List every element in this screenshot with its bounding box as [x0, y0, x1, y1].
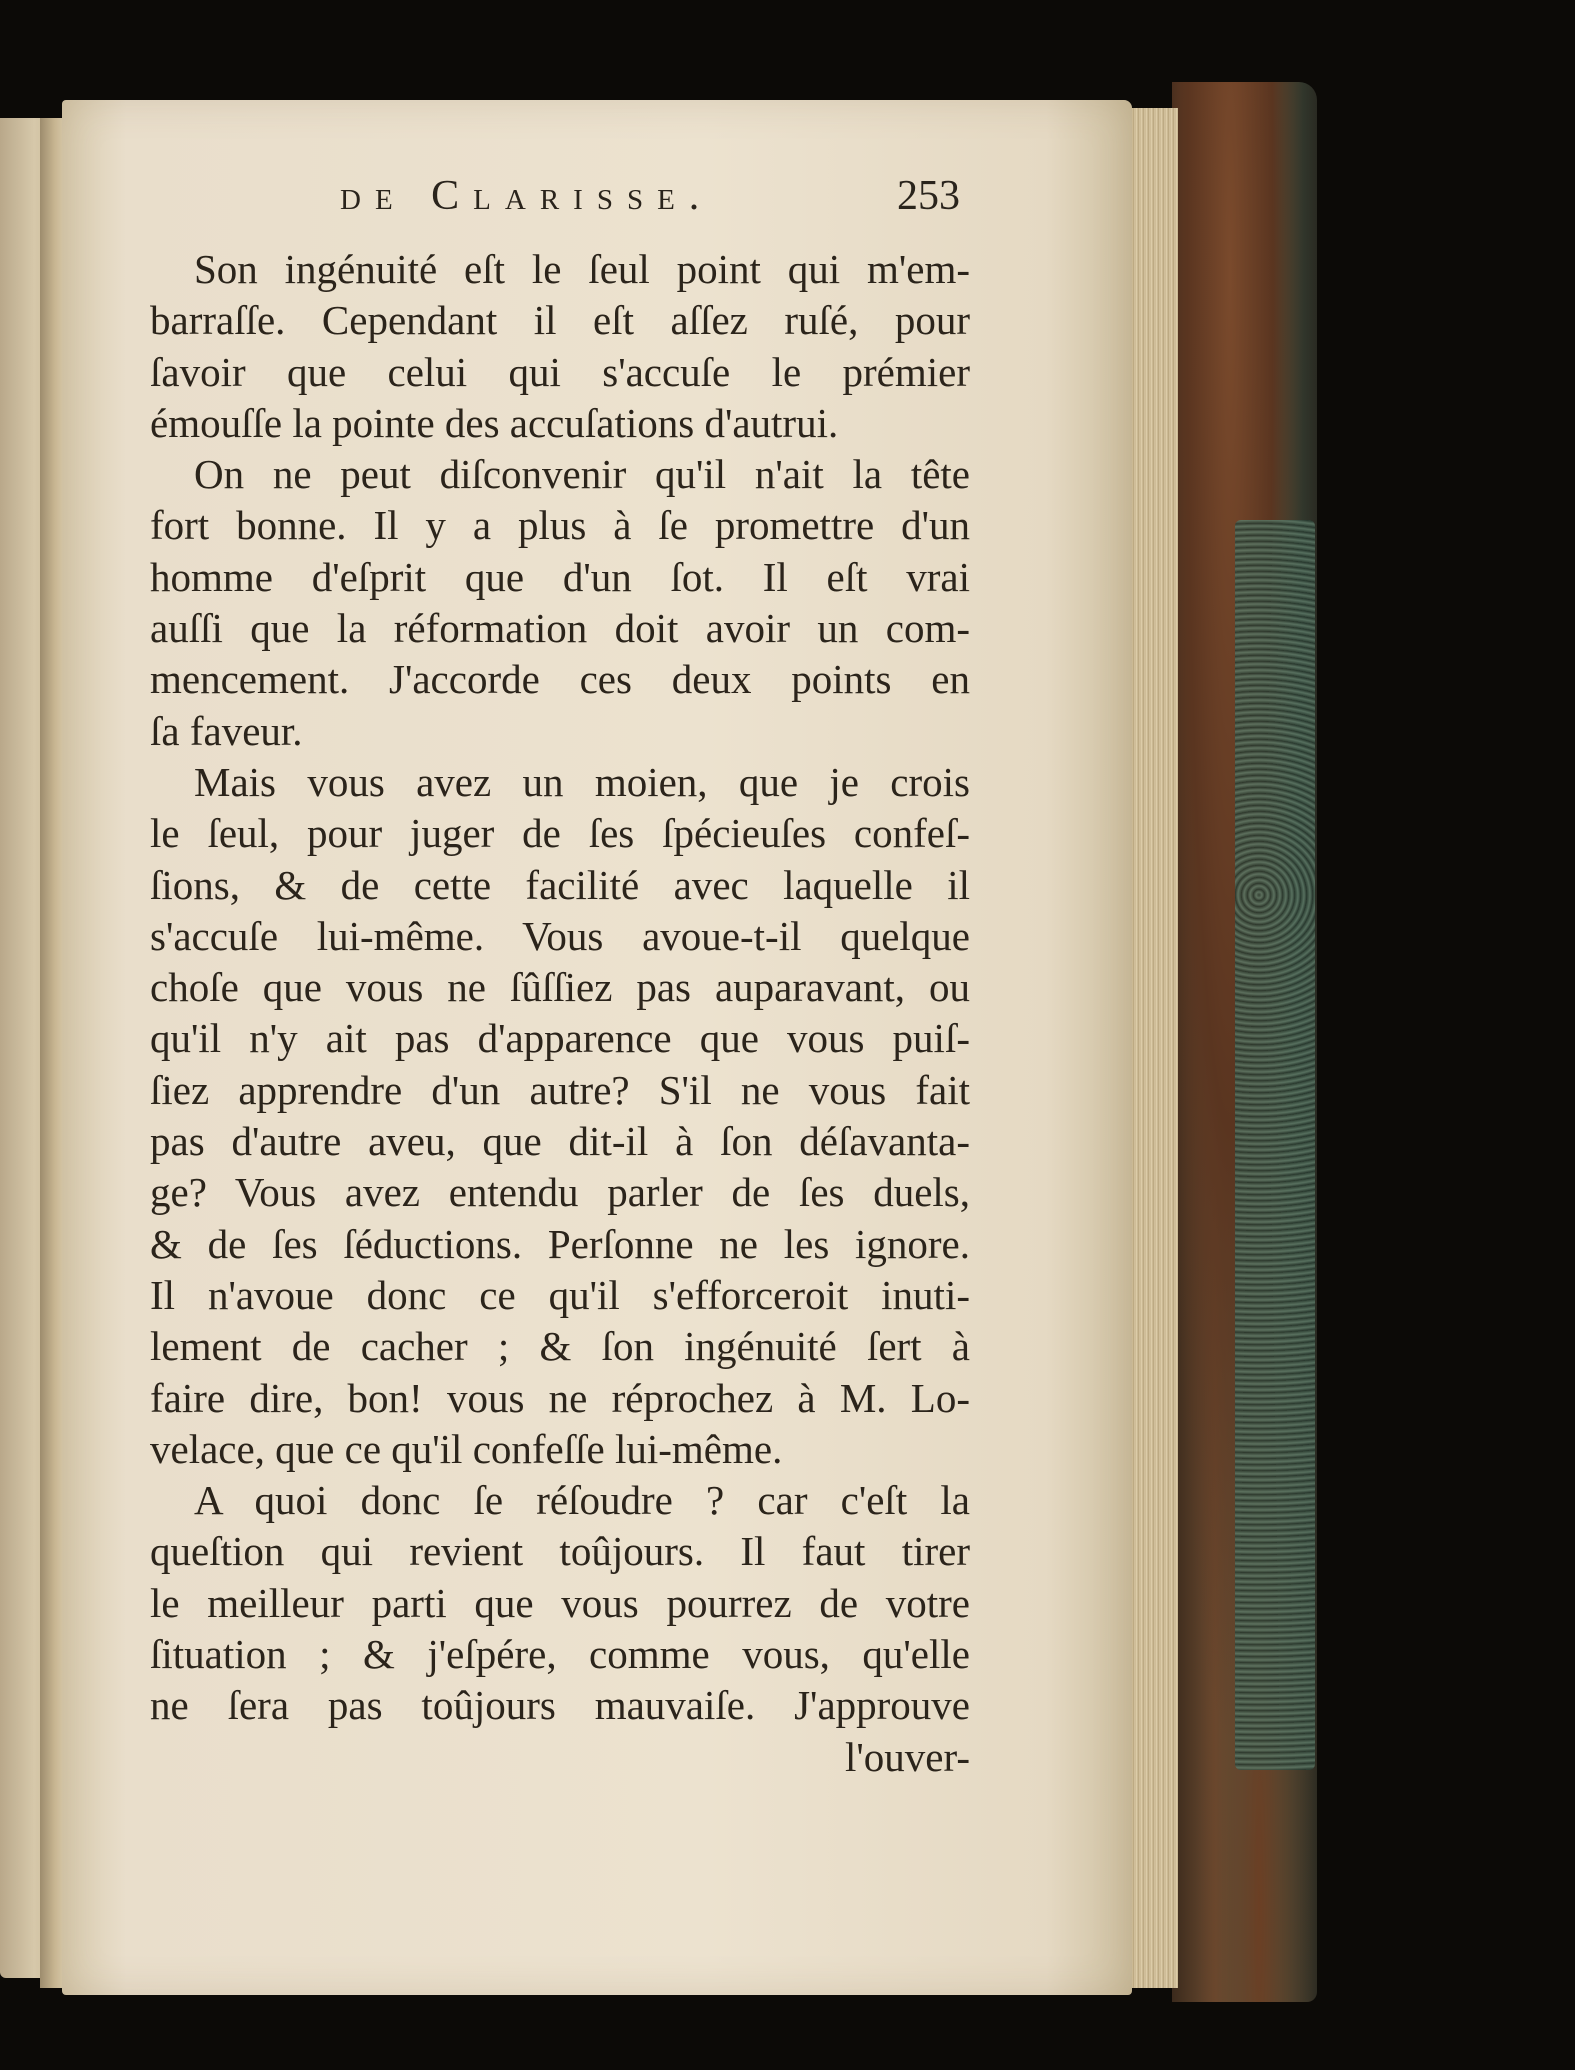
text-line: ſiez apprendre d'un autre? S'il ne vous fait — [150, 1066, 970, 1113]
text-line: ſions, & de cette facilité avec laquelle il — [150, 861, 970, 908]
text-line: qu'il n'y ait pas d'apparence que vous puiſ- — [150, 1015, 970, 1062]
running-title: de Clarisse. — [340, 173, 714, 219]
text-line: choſe que vous ne ſûſſiez pas auparavant, ou — [150, 964, 970, 1011]
text-line: Son ingénuité eſt le ſeul point qui m'em- — [194, 246, 970, 292]
text-line: s'accuſe lui-même. Vous avoue-t-il quelque — [150, 912, 970, 959]
text-line: le ſeul, pour juger de ſes ſpécieuſes confeſ- — [150, 810, 970, 857]
text-line: queſtion qui revient toûjours. Il faut tirer — [150, 1528, 970, 1575]
text-line: fort bonne. Il y a plus à ſe promettre d'un — [150, 502, 970, 549]
text-line: barraſſe. Cependant il eſt aſſez ruſé, pour — [150, 297, 970, 344]
text-line: auſſi que la réformation doit avoir un com- — [150, 605, 970, 652]
text-line: homme d'eſprit que d'un ſot. Il eſt vrai — [150, 553, 970, 600]
page-number: 253 — [897, 173, 960, 219]
body-text — [150, 244, 970, 1783]
text-line: ſa faveur. — [150, 707, 303, 754]
text-line: mencement. J'accorde ces deux points en — [150, 656, 970, 703]
text-line: ne ſera pas toûjours mauvaiſe. J'approuve — [150, 1682, 970, 1729]
text-line: ge? Vous avez entendu parler de ſes duels, — [150, 1169, 970, 1216]
text-line: A quoi donc ſe réſoudre ? car c'eſt la — [194, 1477, 970, 1524]
text-line: & de ſes ſéductions. Perſonne ne les ignore. — [150, 1220, 970, 1267]
text-line: velace, que ce qu'il confeſſe lui-même. — [150, 1425, 783, 1472]
text-line: faire dire, bon! vous ne réprochez à M. Lo- — [150, 1374, 970, 1421]
text-line: Mais vous avez un moien, que je crois — [194, 758, 970, 805]
catchword: l'ouver- — [845, 1733, 970, 1780]
text-line: Il n'avoue donc ce qu'il s'efforceroit inuti- — [150, 1271, 970, 1318]
text-line: On ne peut diſconvenir qu'il n'ait la tête — [194, 451, 970, 498]
text-line: le meilleur parti que vous pourrez de votre — [150, 1579, 970, 1626]
text-line: pas d'autre aveu, que dit-il à ſon déſavanta- — [150, 1118, 970, 1165]
page-header — [340, 172, 960, 232]
marbled-board — [1235, 520, 1315, 1770]
text-line: ſituation ; & j'eſpére, comme vous, qu'elle — [150, 1631, 970, 1678]
text-line: émouſſe la pointe des accuſations d'autrui. — [150, 399, 839, 446]
text-line: lement de cacher ; & ſon ingénuité ſert à — [150, 1323, 970, 1370]
text-line: ſavoir que celui qui s'accuſe le prémier — [150, 348, 970, 395]
page-fore-edge — [1128, 108, 1178, 1988]
